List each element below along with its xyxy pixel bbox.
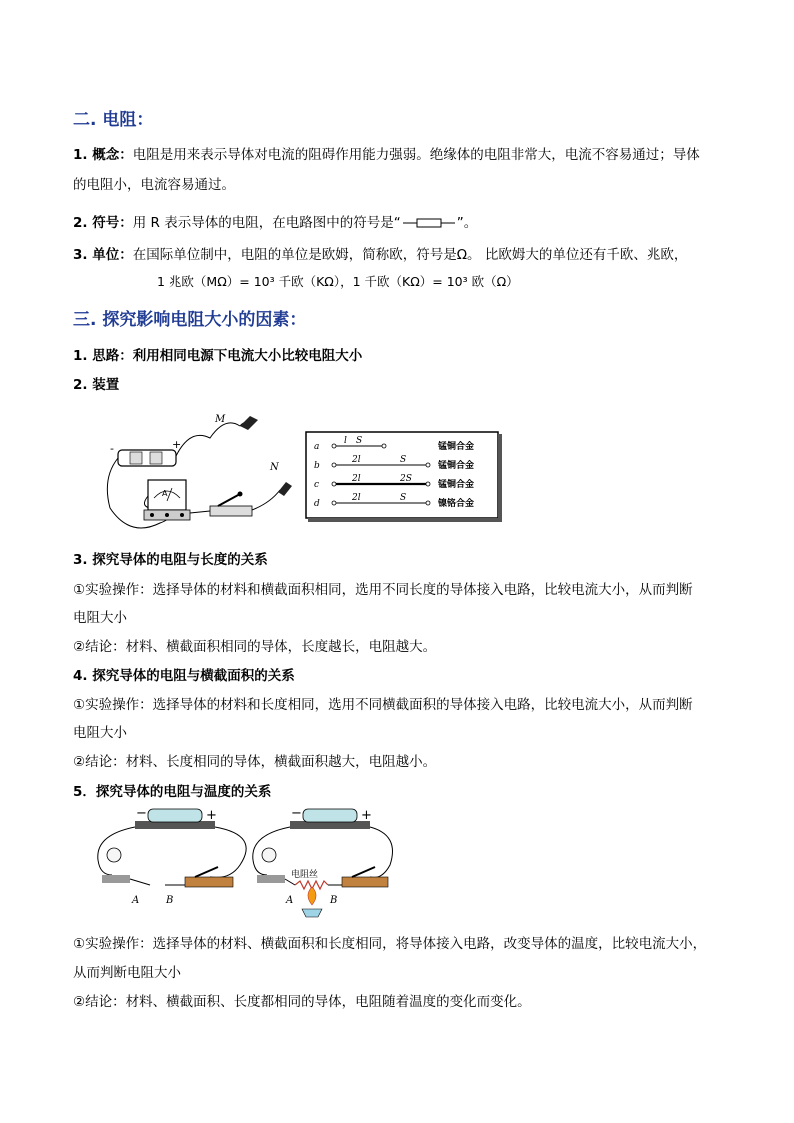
battery-minus-label: - — [110, 442, 114, 455]
area-conclusion: ②结论：材料、长度相同的导体，横截面积越大，电阻越小。 — [73, 754, 437, 770]
temperature-circuit-figure — [90, 805, 400, 920]
right-circuit — [253, 809, 393, 917]
resistance-circuit-figure — [100, 398, 510, 538]
right-plus-label: + — [361, 808, 372, 823]
apparatus-line: 2. 装置 — [73, 377, 120, 393]
left-plus-label: + — [206, 808, 217, 823]
board-row-id: c — [314, 480, 320, 490]
temp-op-2: 从而判断电阻大小 — [73, 965, 181, 981]
flame-icon — [308, 887, 316, 905]
board-row-length: 2l — [352, 493, 361, 503]
clip-n-icon — [278, 482, 292, 496]
unit-text: 在国际单位制中，电阻的单位是欧姆，简称欧，符号是Ω。 比欧姆大的单位还有千欧、兆欧， — [132, 247, 688, 263]
left-minus-label: − — [136, 806, 147, 821]
length-title: 3. 探究导体的电阻与长度的关系 — [73, 552, 268, 568]
board-row-id: b — [314, 461, 320, 471]
left-circuit — [98, 809, 246, 887]
concept-label: 1. 概念： — [73, 147, 133, 163]
area-op-2: 电阻大小 — [73, 725, 127, 741]
battery-icon — [118, 450, 176, 466]
temp-op-1: ①实验操作：选择导体的材料、横截面积和长度相同，将导体接入电路，改变导体的温度，比较电流大小， — [73, 936, 707, 952]
idea-line: 1. 思路：利用相同电源下电流大小比较电阻大小 — [73, 348, 363, 364]
length-op-1: ①实验操作：选择导体的材料和横截面积相同，选用不同长度的导体接入电路，比较电流大小，从而判断 — [73, 582, 693, 598]
battery-icon — [303, 809, 357, 822]
right-minus-label: − — [291, 806, 302, 821]
board-row-material: 锰铜合金 — [438, 442, 475, 452]
board-row-id: a — [314, 442, 320, 452]
wire-label: 电阻丝 — [291, 870, 319, 880]
unit-label: 3. 单位： — [73, 247, 133, 263]
alcohol-lamp-icon — [302, 909, 322, 917]
temp-title: 5．探究导体的电阻与温度的关系 — [73, 784, 272, 800]
temp-conclusion: ②结论：材料、横截面积、长度都相同的导体，电阻随着温度的变化而变化。 — [73, 994, 531, 1010]
board-row-material: 锰铜合金 — [438, 480, 475, 490]
symbol-label: 2. 符号： — [73, 215, 133, 231]
section-heading-factors: 三. 探究影响电阻大小的因素： — [73, 310, 307, 330]
switch-icon — [342, 877, 388, 887]
symbol-text-pre: 用 R 表示导体的电阻，在电路图中的符号是“ — [132, 215, 401, 231]
board-row-area: S — [400, 493, 407, 503]
bulb-icon — [262, 848, 276, 862]
concept-text-2: 的电阻小，电流容易通过。 — [73, 177, 235, 193]
length-op-2: 电阻大小 — [73, 610, 127, 626]
resistor-symbol-icon — [403, 217, 455, 229]
left-b-label: B — [166, 895, 174, 906]
board-row-length: 2l — [352, 474, 361, 484]
bulb-icon — [107, 848, 121, 862]
clip-m-label: M — [215, 414, 226, 425]
board-row-area: S — [356, 436, 363, 446]
board-row-material: 镍铬合金 — [438, 499, 475, 509]
board-row-material: 锰铜合金 — [438, 461, 475, 471]
symbol-text-post: ”。 — [456, 215, 478, 231]
concept-line-1 — [73, 143, 700, 163]
board-row-length: 2l — [352, 455, 361, 465]
area-op-1: ①实验操作：选择导体的材料和长度相同，选用不同横截面积的导体接入电路，比较电流大小，从而判断 — [73, 697, 693, 713]
concept-text-1: 电阻是用来表示导体对电流的阻碍作用能力强弱。绝缘体的电阻非常大，电流不容易通过；导体 — [132, 147, 700, 163]
ammeter-icon — [144, 480, 190, 520]
unit-conversion: 1 兆欧（MΩ）= 10³ 千欧（KΩ），1 千欧（KΩ）= 10³ 欧（Ω） — [157, 274, 519, 289]
board-row-area: 2S — [400, 474, 412, 484]
length-conclusion: ②结论：材料、横截面积相同的导体，长度越长，电阻越大。 — [73, 639, 437, 655]
symbol-line — [73, 211, 477, 231]
unit-line — [73, 243, 687, 263]
board-row-area: S — [400, 455, 407, 465]
battery-icon — [148, 809, 202, 822]
switch-icon — [185, 877, 233, 887]
switch-icon — [210, 492, 252, 517]
battery-plus-label: + — [172, 438, 182, 451]
area-title: 4. 探究导体的电阻与横截面积的关系 — [73, 668, 295, 684]
board-row-id: d — [314, 499, 320, 509]
right-a-label: A — [286, 895, 294, 906]
board-row-length: l — [344, 436, 347, 446]
clip-n-label: N — [270, 462, 279, 473]
right-b-label: B — [330, 895, 338, 906]
ammeter-label: A — [162, 489, 168, 498]
section-heading-resistance: 二. 电阻： — [73, 110, 154, 130]
left-a-label: A — [132, 895, 140, 906]
